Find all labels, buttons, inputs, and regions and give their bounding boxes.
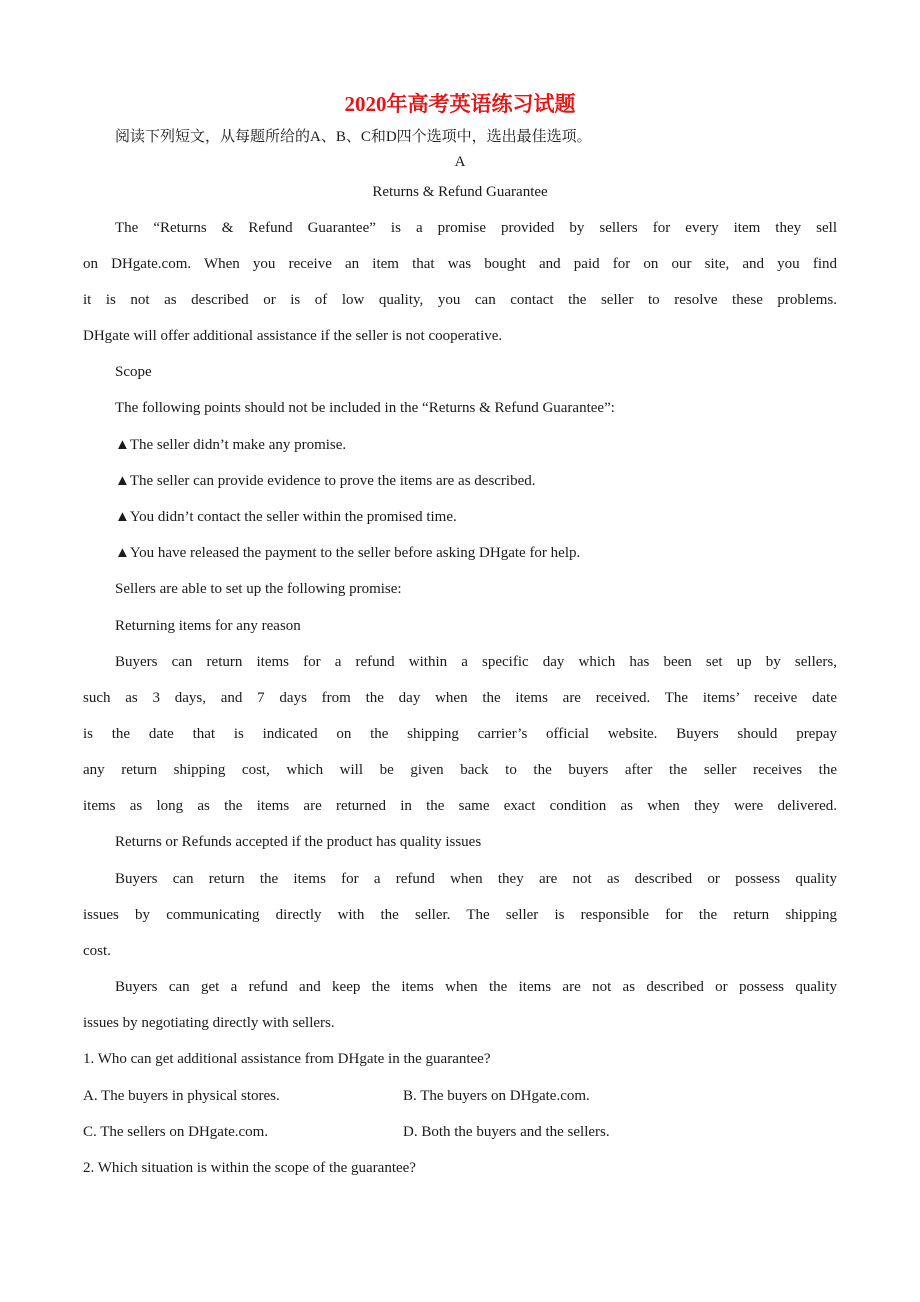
- passage-line: Buyers can get a refund and keep the items when the items are not as described or possess quality: [115, 979, 837, 995]
- bullet-item: ▲You have released the payment to the seller before asking DHgate for help.: [115, 545, 581, 561]
- bullet-item: ▲The seller can provide evidence to prove the items are as described.: [115, 473, 536, 489]
- instruction: 阅读下列短文，从每题所给的A、B、C和D四个选项中，选出最佳选项。: [115, 129, 592, 145]
- option-a: A. The buyers in physical stores.: [83, 1088, 280, 1104]
- passage-line: The following points should not be included in the “Returns & Refund Guarantee”:: [115, 400, 615, 416]
- bullet-item: ▲You didn’t contact the seller within the promised time.: [115, 509, 457, 525]
- passage-line: DHgate will offer additional assistance if the seller is not cooperative.: [83, 328, 503, 344]
- passage-line: Buyers can return items for a refund within a specific day which has been set up by sellers,: [115, 654, 837, 670]
- page-title: 2020年高考英语练习试题: [344, 92, 576, 116]
- passage-line: Sellers are able to set up the following promise:: [115, 581, 402, 597]
- passage-line: cost.: [83, 943, 111, 959]
- option-c: C. The sellers on DHgate.com.: [83, 1124, 269, 1140]
- passage-line: it is not as described or is of low quality, you can contact the seller to resolve these problems.: [83, 292, 837, 308]
- section-label: A: [454, 154, 466, 170]
- section-heading: Returning items for any reason: [115, 618, 301, 634]
- section-heading: Scope: [115, 364, 152, 380]
- passage-line: The “Returns & Refund Guarantee” is a promise provided by sellers for every item they sell: [115, 220, 837, 236]
- option-d: D. Both the buyers and the sellers.: [403, 1124, 610, 1140]
- passage-line: issues by communicating directly with the seller. The seller is responsible for the return shipping: [83, 907, 837, 923]
- passage-line: on DHgate.com. When you receive an item that was bought and paid for on our site, and you find: [83, 256, 837, 272]
- bullet-item: ▲The seller didn’t make any promise.: [115, 437, 347, 453]
- passage-line: any return shipping cost, which will be given back to the buyers after the seller receives the: [83, 762, 837, 778]
- passage-line: such as 3 days, and 7 days from the day when the items are received. The items’ receive date: [83, 690, 837, 706]
- passage-title: Returns & Refund Guarantee: [372, 184, 548, 200]
- passage-line: items as long as the items are returned in the same exact condition as when they were delivered.: [83, 798, 837, 814]
- passage-line: is the date that is indicated on the shipping carrier’s official website. Buyers should prepay: [83, 726, 837, 742]
- passage-line: issues by negotiating directly with sellers.: [83, 1015, 335, 1031]
- question-stem: 1. Who can get additional assistance from DHgate in the guarantee?: [83, 1051, 491, 1067]
- option-b: B. The buyers on DHgate.com.: [403, 1088, 590, 1104]
- section-heading: Returns or Refunds accepted if the product has quality issues: [115, 834, 482, 850]
- passage-line: Buyers can return the items for a refund when they are not as described or possess quality: [115, 871, 837, 887]
- question-stem: 2. Which situation is within the scope of the guarantee?: [83, 1160, 416, 1176]
